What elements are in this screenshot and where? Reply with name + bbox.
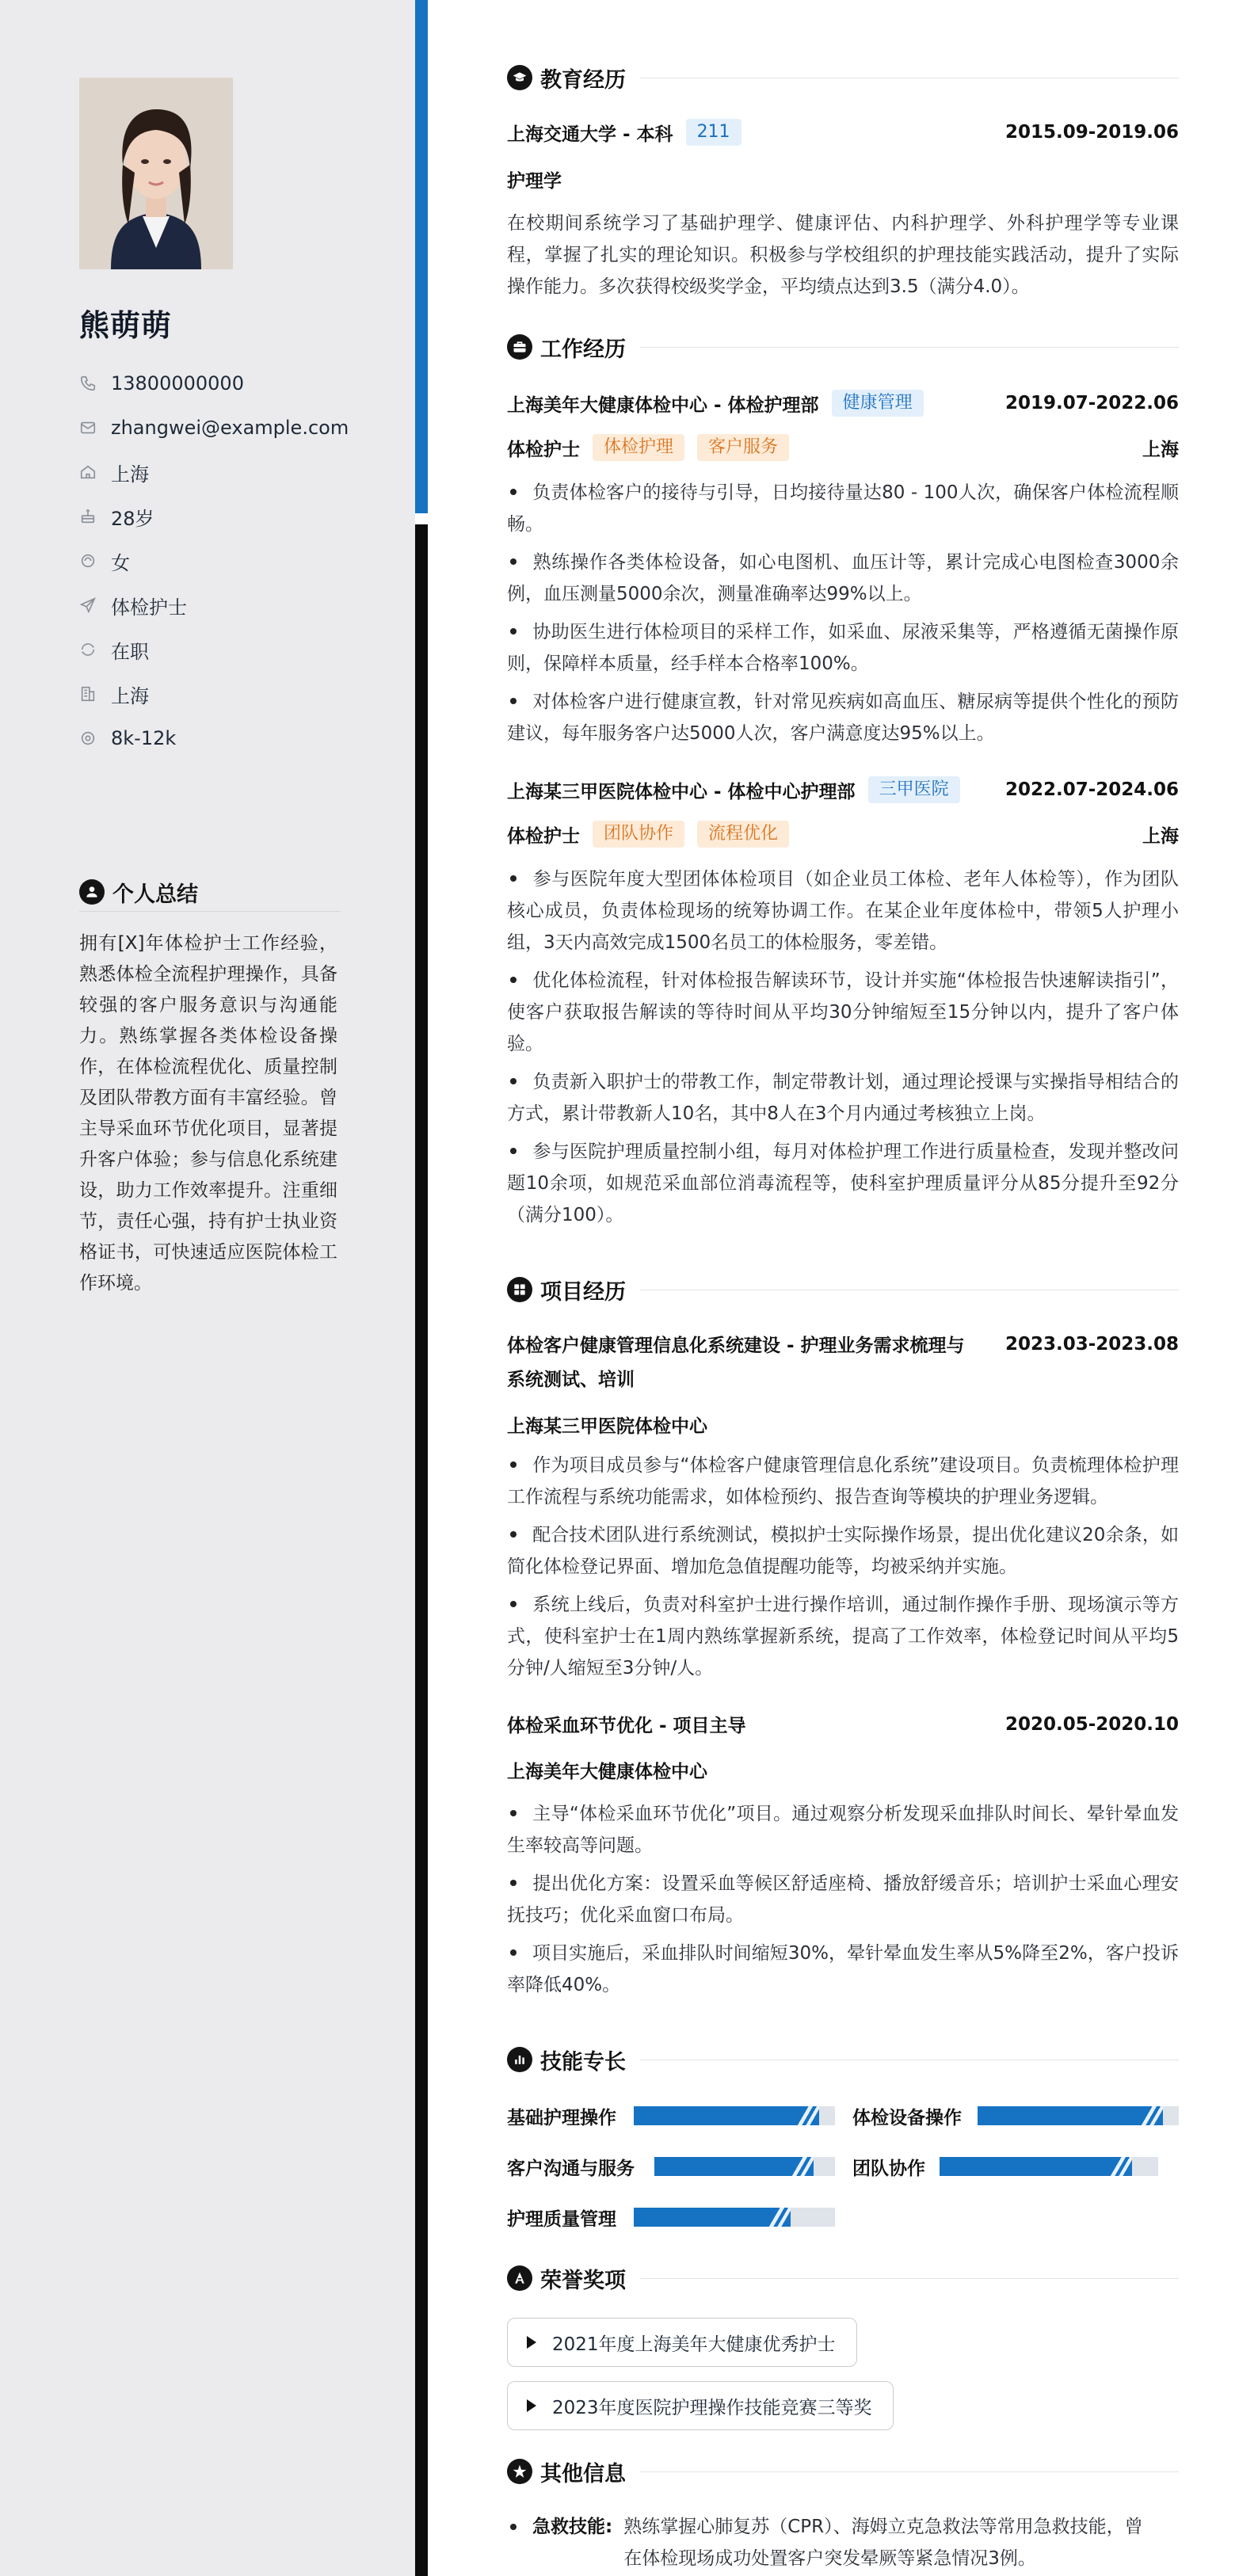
accent-bar-blue — [415, 0, 428, 513]
candidate-name: 熊萌萌 — [79, 308, 173, 343]
job-2-company: 上海某三甲医院体检中心 - 体检中心护理部 — [507, 781, 856, 802]
avatar-portrait-icon — [79, 78, 233, 269]
job-2-skill-tag: 团队协作 — [593, 821, 684, 848]
list-item: 优化体检流程，针对体检报告解读环节，设计并实施“体检报告快速解读指引”，使客户获取报告解读的等待时间从平均30分钟缩短至15分钟以内，提升了客户体验。 — [507, 970, 1179, 1054]
skill-bar-track — [940, 2157, 1158, 2176]
skill-bar-track — [634, 2106, 835, 2125]
list-item: 负责体检客户的接待与引导，日均接待量达80 - 100人次，确保客户体检流程顺畅。 — [507, 482, 1179, 535]
other-text: 熟练掌握心肺复苏（CPR）、海姆立克急救法等常用急救技能，曾 在体检现场成功处置客户突发晕厥等紧急情况3例。 — [623, 2517, 1143, 2569]
list-item: 参与医院护理质量控制小组，每月对体检护理工作进行质量检查，发现并整改问题10余项，如规范采血部位消毒流程等，使科室护理质量评分从85分提升至92分（满分100）。 — [507, 1141, 1179, 1225]
job-2-role: 体检护士 — [507, 825, 580, 847]
award-icon — [507, 2265, 532, 2291]
triangle-right-icon — [527, 2336, 536, 2349]
work-title: 工作经历 — [540, 337, 626, 362]
job-2-company-line — [507, 776, 960, 803]
project-1-header — [507, 1331, 1179, 1391]
award-item — [507, 2381, 894, 2430]
project-1-name-cont: 系统测试、培训 — [507, 1370, 635, 1390]
job-1-role: 体检护士 — [507, 439, 580, 460]
job-1-role-line — [507, 434, 789, 461]
gender-text: 女 — [111, 551, 130, 574]
mail-icon — [79, 419, 97, 436]
send-icon — [79, 596, 97, 614]
list-item: 熟练操作各类体检设备，如心电图机、血压计等，累计完成心电图检查3000余例，血压测量5000余次，测量准确率达99%以上。 — [507, 552, 1179, 604]
info-location — [79, 450, 349, 494]
skill-bar-fill — [634, 2208, 791, 2227]
job-1-role-row — [507, 434, 1179, 461]
job-2-role-line — [507, 821, 789, 848]
email-text: zhangwei@example.com — [111, 417, 349, 439]
info-age — [79, 494, 349, 539]
sidebar — [0, 0, 415, 2576]
other-title: 其他信息 — [540, 2461, 626, 2486]
bar-chart-icon — [507, 2047, 532, 2072]
divider — [640, 2278, 1179, 2279]
refresh-icon — [79, 641, 97, 658]
position-text: 体检护士 — [111, 596, 187, 619]
skill-row — [507, 2102, 616, 2129]
skill-name: 护理质量管理 — [507, 2208, 616, 2230]
skill-bar-fill — [978, 2106, 1163, 2125]
info-target-city — [79, 672, 349, 716]
awards-title: 荣誉奖项 — [540, 2268, 626, 2293]
briefcase-icon — [507, 334, 532, 360]
summary-section-header — [79, 873, 341, 912]
project-2-name: 体检采血环节优化 - 项目主导 — [507, 1716, 746, 1736]
skills-section-header — [507, 2044, 1179, 2075]
skill-name: 基础护理操作 — [507, 2107, 616, 2128]
job-1-company-line — [507, 390, 924, 417]
status-text: 在职 — [111, 640, 149, 663]
contact-info-list — [79, 361, 349, 760]
user-icon — [79, 879, 105, 905]
skill-name: 团队协作 — [852, 2158, 925, 2179]
accent-bar-black — [415, 524, 428, 2576]
info-salary — [79, 716, 349, 760]
salary-icon — [79, 730, 97, 747]
project-1-bullets — [507, 1450, 1179, 1690]
salary-text: 8k-12k — [111, 727, 177, 749]
education-section-header — [507, 62, 1179, 93]
skill-bar-track — [654, 2157, 835, 2176]
job-2-bullets — [507, 863, 1179, 1237]
project-1-date: 2023.03-2023.08 — [1004, 1333, 1179, 1355]
skill-name: 体检设备操作 — [852, 2107, 962, 2128]
list-item: 配合技术团队进行系统测试，模拟护士实际操作场景，提出优化建议20余条，如简化体检登记界面、增加危急值提醒功能等，均被采纳并实施。 — [507, 1525, 1179, 1577]
skill-row — [507, 2204, 616, 2231]
job-1-company-tag: 健康管理 — [832, 390, 924, 417]
award-text: 2021年度上海美年大健康优秀护士 — [552, 2334, 836, 2355]
list-item: 协助医生进行体检项目的采样工作，如采血、尿液采集等，严格遵循无菌操作原则，保障样本质量，经手样本合格率100%。 — [507, 622, 1179, 674]
list-item: 参与医院年度大型团体体检项目（如企业员工体检、老年人体检等），作为团队核心成员，负责体检现场的统筹协调工作。在某企业年度体检中，带领5人护理小组，3天内高效完成1500名员工的体检服务，零差错。 — [507, 869, 1179, 953]
home-icon — [79, 463, 97, 481]
award-text: 2023年度医院护理操作技能竞赛三等奖 — [552, 2397, 872, 2418]
projects-section-header — [507, 1274, 1179, 1305]
education-title: 教育经历 — [540, 67, 626, 93]
other-section-header — [507, 2456, 1179, 2487]
education-desc: 在校期间系统学习了基础护理学、健康评估、内科护理学、外科护理学等专业课程，掌握了扎实的理论知识。积极参与学校组织的护理技能实践活动，提升了实际操作能力。多次获得校级奖学金，平均绩点达到3.5（满分4.0）。 — [507, 213, 1179, 297]
skill-row — [507, 2153, 635, 2180]
divider — [640, 2471, 1179, 2472]
job-1-date: 2019.07-2022.06 — [1004, 393, 1179, 413]
job-1-bullets — [507, 477, 1179, 756]
target-city-text: 上海 — [111, 684, 149, 707]
info-gender — [79, 539, 349, 583]
education-school: 上海交通大学 - 本科 — [507, 124, 673, 145]
skills-title: 技能专长 — [540, 2049, 626, 2075]
phone-icon — [79, 375, 97, 392]
other-label: 急救技能: — [532, 2517, 613, 2537]
education-date: 2015.09-2019.06 — [1004, 122, 1179, 143]
triangle-right-icon — [527, 2399, 536, 2412]
project-2-date: 2020.05-2020.10 — [1004, 1713, 1179, 1735]
building-icon — [79, 685, 97, 703]
job-2-header — [507, 776, 1179, 803]
job-1-skill-tag: 体检护理 — [593, 434, 684, 461]
job-2-company-tag: 三甲医院 — [868, 776, 960, 803]
info-email — [79, 406, 349, 450]
job-1-company: 上海美年大健康体检中心 - 体检护理部 — [507, 394, 819, 416]
project-1-org: 上海某三甲医院体检中心 — [507, 1416, 707, 1437]
other-item — [507, 2511, 1179, 2574]
gender-icon — [79, 552, 97, 570]
graduation-cap-icon — [507, 65, 532, 90]
info-phone — [79, 361, 349, 406]
education-tag: 211 — [686, 119, 741, 146]
skill-row — [852, 2102, 962, 2129]
project-2-bullets — [507, 1798, 1179, 2007]
summary-title: 个人总结 — [112, 882, 198, 907]
grid-icon — [507, 1277, 532, 1302]
job-2-skill-tag: 流程优化 — [697, 821, 789, 848]
list-item: 作为项目成员参与“体检客户健康管理信息化系统”建设项目。负责梳理体检护理工作流程与系统功能需求，如体检预约、报告查询等模块的护理业务逻辑。 — [507, 1455, 1179, 1507]
list-item: 负责新入职护士的带教工作，制定带教计划，通过理论授课与实操指导相结合的方式，累计带教新人10名，其中8人在3个月内通过考核独立上岗。 — [507, 1072, 1179, 1124]
cake-icon — [79, 508, 97, 525]
info-status — [79, 627, 349, 672]
project-2-header — [507, 1711, 1179, 1737]
skill-bar-track — [634, 2208, 835, 2227]
job-1-city: 上海 — [1142, 439, 1179, 460]
skill-row — [852, 2153, 925, 2180]
location-text: 上海 — [111, 463, 149, 486]
project-2-org: 上海美年大健康体检中心 — [507, 1762, 707, 1782]
job-2-role-row — [507, 821, 1179, 848]
list-item: 项目实施后，采血排队时间缩短30%，晕针晕血发生率从5%降至2%，客户投诉率降低40%。 — [507, 1943, 1179, 1995]
skill-bar-fill — [634, 2106, 819, 2125]
education-row — [507, 119, 1179, 146]
list-item: 对体检客户进行健康宣教，针对常见疾病如高血压、糖尿病等提供个性化的预防建议，每年服务客户达5000人次，客户满意度达95%以上。 — [507, 692, 1179, 744]
education-major: 护理学 — [507, 171, 562, 192]
project-1-name: 体检客户健康管理信息化系统建设 - 护理业务需求梳理与 — [507, 1336, 965, 1356]
info-icon — [507, 2459, 532, 2484]
age-text: 28岁 — [111, 507, 154, 530]
summary-text: 拥有[X]年体检护士工作经验，熟悉体检全流程护理操作，具备较强的客户服务意识与沟通能力。熟练掌握各类体检设备操作，在体检流程优化、质量控制及团队带教方面有丰富经验。曾主导采血环节优化项目，显著提升客户体验；参与信息化系统建设，助力工作效率提升。注重细节，责任心强，持有护士执业资格证书，可快速适应医院体检工作环境。 — [79, 933, 337, 1294]
list-item: 提出优化方案：设置采血等候区舒适座椅、播放舒缓音乐；培训护士采血心理安抚技巧；优化采血窗口布局。 — [507, 1873, 1179, 1926]
phone-text: 13800000000 — [111, 372, 244, 394]
skill-name: 客户沟通与服务 — [507, 2158, 635, 2179]
education-school-line — [507, 119, 741, 146]
divider — [640, 347, 1179, 348]
skill-bar-track — [978, 2106, 1179, 2125]
work-section-header — [507, 331, 1179, 363]
job-1-header — [507, 390, 1179, 417]
awards-section-header — [507, 2262, 1179, 2294]
info-position — [79, 583, 349, 627]
award-item — [507, 2318, 857, 2367]
list-item: 主导“体检采血环节优化”项目。通过观察分析发现采血排队时间长、晕针晕血发生率较高等问题。 — [507, 1804, 1179, 1856]
job-1-skill-tag: 客户服务 — [697, 434, 789, 461]
avatar — [79, 78, 233, 269]
skill-bar-fill — [654, 2157, 814, 2176]
skill-bar-fill — [940, 2157, 1132, 2176]
job-2-date: 2022.07-2024.06 — [1004, 779, 1179, 800]
job-2-city: 上海 — [1142, 825, 1179, 847]
list-item: 系统上线后，负责对科室护士进行操作培训，通过制作操作手册、现场演示等方式，使科室护士在1周内熟练掌握新系统，提高了工作效率，体检登记时间从平均5分钟/人缩短至3分钟/人。 — [507, 1595, 1179, 1679]
projects-title: 项目经历 — [540, 1279, 626, 1305]
